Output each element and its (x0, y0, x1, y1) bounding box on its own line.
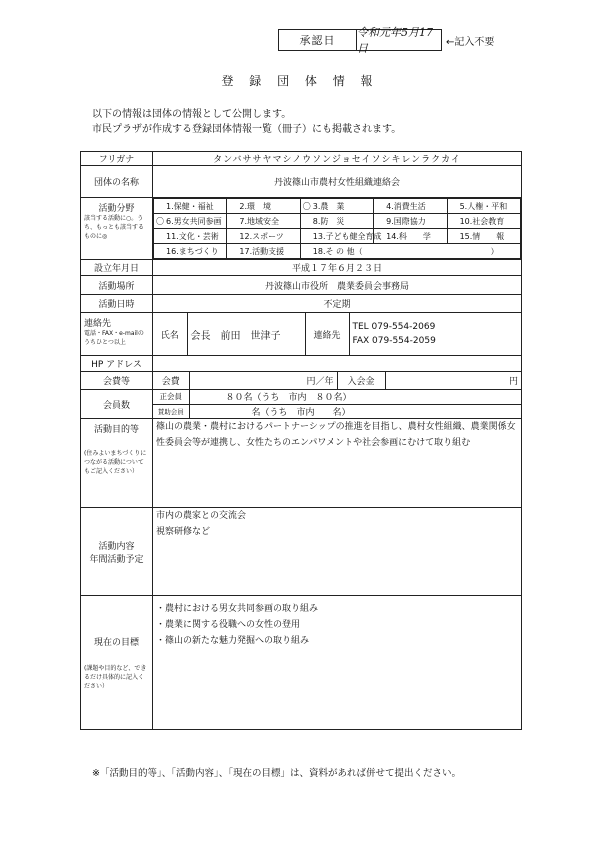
activity-mark: 〇 (302, 201, 311, 211)
activity-option-label: 13.子ども健全育成 (312, 231, 382, 241)
members-cell (153, 390, 522, 419)
location-label: 活動場所 (81, 276, 153, 295)
activity-option[interactable] (227, 199, 300, 214)
goals-line: ・農業に関する役職への女性の登用 (156, 620, 301, 630)
activity-field-cell (81, 198, 153, 260)
activities-label-2: 年間活動予定 (89, 554, 144, 565)
annual-fee-value[interactable]: 円／年 (189, 372, 337, 389)
entry-fee-value[interactable]: 円 (508, 377, 518, 387)
entry-fee-label: 入会金 (337, 372, 385, 389)
activities-label-cell (81, 508, 153, 596)
established-label: 設立年月日 (81, 260, 153, 276)
contact-fax: FAX 079-554-2059 (352, 336, 436, 346)
goals-label-cell (81, 596, 153, 730)
purpose-text[interactable]: 篠山の農業・農村におけるパートナーシップの推進を目指し、農村女性組織、農業関係女性委員会等が連携し、女性たちのエンパワメントや社会参画にむけて取り組む (153, 419, 522, 508)
activity-option[interactable] (154, 244, 227, 259)
regular-member-value[interactable]: ８０名（うち 市内 ８０名） (189, 390, 521, 404)
contact-label-cell (81, 313, 153, 356)
activity-option[interactable] (154, 229, 227, 244)
activity-option[interactable] (447, 214, 520, 229)
activities-line: 市内の農家との交流会 (156, 511, 247, 521)
activity-option-other[interactable] (300, 244, 520, 259)
activity-field-note: 該当する活動に○。うち、もっとも該当するものに◎ (84, 215, 145, 240)
activities-label: 活動内容 (98, 541, 135, 552)
activity-option-label: 9.国際協力 (386, 216, 426, 226)
goals-line: ・農村における男女共同参画の取り組み (156, 604, 319, 614)
contact-subtable (153, 313, 521, 355)
activity-option[interactable] (154, 214, 227, 229)
intro-line: 市民プラザが作成する登録団体情報一覧（冊子）にも掲載されます。 (92, 124, 402, 135)
approval-box (278, 26, 442, 55)
furigana-value: タンバササヤマシノウソンジョセイソシキレンラクカイ (153, 152, 522, 166)
goals-line: ・篠山の新たな魅力発掘への取り組み (156, 636, 310, 646)
activity-option[interactable] (227, 244, 300, 259)
purpose-label: 活動目的等 (93, 425, 139, 435)
activity-option[interactable] (300, 229, 382, 244)
hp-value[interactable] (153, 356, 522, 372)
location-value[interactable]: 丹波篠山市役所 農業委員会事務局 (153, 276, 522, 295)
fees-cell (153, 372, 522, 390)
activity-option-label: 1.保健・福祉 (166, 201, 214, 211)
intro-text (92, 107, 401, 137)
activity-option-label: 16.まちづくり (166, 246, 219, 256)
hp-label: HP アドレス (81, 356, 153, 372)
footnote: ※「活動目的等」、「活動内容」、「現在の目標」は、資料があれば併せて提出ください。 (92, 768, 461, 779)
activity-mark: 〇 (156, 216, 164, 226)
support-member-label: 賛助会員 (153, 404, 189, 418)
activities-text[interactable] (153, 508, 522, 596)
members-subtable (153, 390, 521, 418)
purpose-label-cell (81, 419, 153, 508)
activity-option-label: 10.社会教育 (459, 216, 505, 226)
activity-option-label: 8.防 災 (312, 216, 345, 226)
contact-note: 電話・FAX・e-mailの うちひとつ以上 (84, 330, 144, 346)
contact-detail-cell (153, 313, 522, 356)
goals-label: 現在の目標 (93, 637, 139, 648)
activity-option-label: 2.環 境 (239, 201, 272, 211)
contact-tel: TEL 079-554-2069 (352, 322, 436, 332)
activity-field-label: 活動分野 (98, 204, 135, 214)
group-name-label: 団体の名称 (81, 166, 153, 198)
activity-option[interactable] (300, 214, 373, 229)
activity-option-label: 6.男女共同参画 (166, 216, 222, 226)
approval-label: 承認日 (279, 30, 357, 50)
contact-method-value[interactable] (349, 313, 521, 355)
activities-line: 視察研修など (156, 527, 211, 537)
activity-option-label: 17.活動支援 (239, 246, 285, 256)
goals-text[interactable] (153, 596, 522, 730)
contact-name-label: 氏名 (153, 313, 187, 355)
approval-note: ←記入不要 (446, 37, 495, 48)
activity-option[interactable] (227, 214, 300, 229)
schedule-value[interactable]: 不定期 (153, 295, 522, 313)
established-value[interactable]: 平成１７年６月２３日 (153, 260, 522, 276)
activity-option-label: 14.科 学 (386, 231, 431, 241)
activity-option-label: 5.人権・平和 (459, 201, 508, 211)
activity-option[interactable] (374, 214, 447, 229)
activity-option-label: 15.情 報 (459, 231, 505, 241)
approval-date: 令和元年5月17日 (357, 26, 433, 55)
group-name-value: 丹波篠山市農村女性組織連絡会 (153, 166, 522, 198)
activity-option[interactable] (300, 199, 373, 214)
schedule-label: 活動日時 (81, 295, 153, 313)
purpose-note: (住みよいまちづくりにつながる活動についてもご記入ください） (84, 450, 147, 475)
contact-label: 連絡先 (84, 319, 112, 329)
activity-option-label: 12.スポーツ (239, 231, 284, 241)
activity-option[interactable] (154, 199, 227, 214)
activity-option[interactable] (374, 199, 447, 214)
registration-form (80, 151, 522, 730)
activity-option-label: 11.文化・芸術 (166, 231, 219, 241)
activity-option-label: 18.そ の 他（ ） (312, 246, 499, 256)
fees-label: 会費等 (81, 372, 153, 390)
intro-line: 以下の情報は団体の情報として公開します。 (92, 109, 292, 120)
activity-option[interactable] (227, 229, 300, 244)
activity-option-label: 4.消費生活 (386, 201, 426, 211)
activity-field-grid (153, 198, 521, 259)
goals-note: (課題や目的など、できるだけ具体的に記入ください） (84, 664, 147, 690)
fees-subtable (153, 372, 521, 389)
contact-name-value[interactable]: 会長 前田 世津子 (187, 313, 305, 355)
activity-field-grid-cell (153, 198, 522, 260)
activity-option-label: 3.農 業 (312, 201, 345, 211)
members-label: 会員数 (81, 390, 153, 419)
support-member-value[interactable]: 名（うち 市内 名） (189, 404, 521, 418)
activity-option-label: 7.地域安全 (239, 216, 280, 226)
furigana-label: フリガナ (81, 152, 153, 166)
activity-option[interactable] (374, 229, 447, 244)
activity-option[interactable] (447, 199, 520, 214)
regular-member-label: 正会員 (153, 390, 189, 404)
activity-option[interactable] (447, 229, 520, 244)
contact-method-label: 連絡先 (305, 313, 349, 355)
page-title: 登 録 団 体 情 報 (221, 74, 379, 88)
annual-fee-label: 会費 (153, 372, 189, 389)
